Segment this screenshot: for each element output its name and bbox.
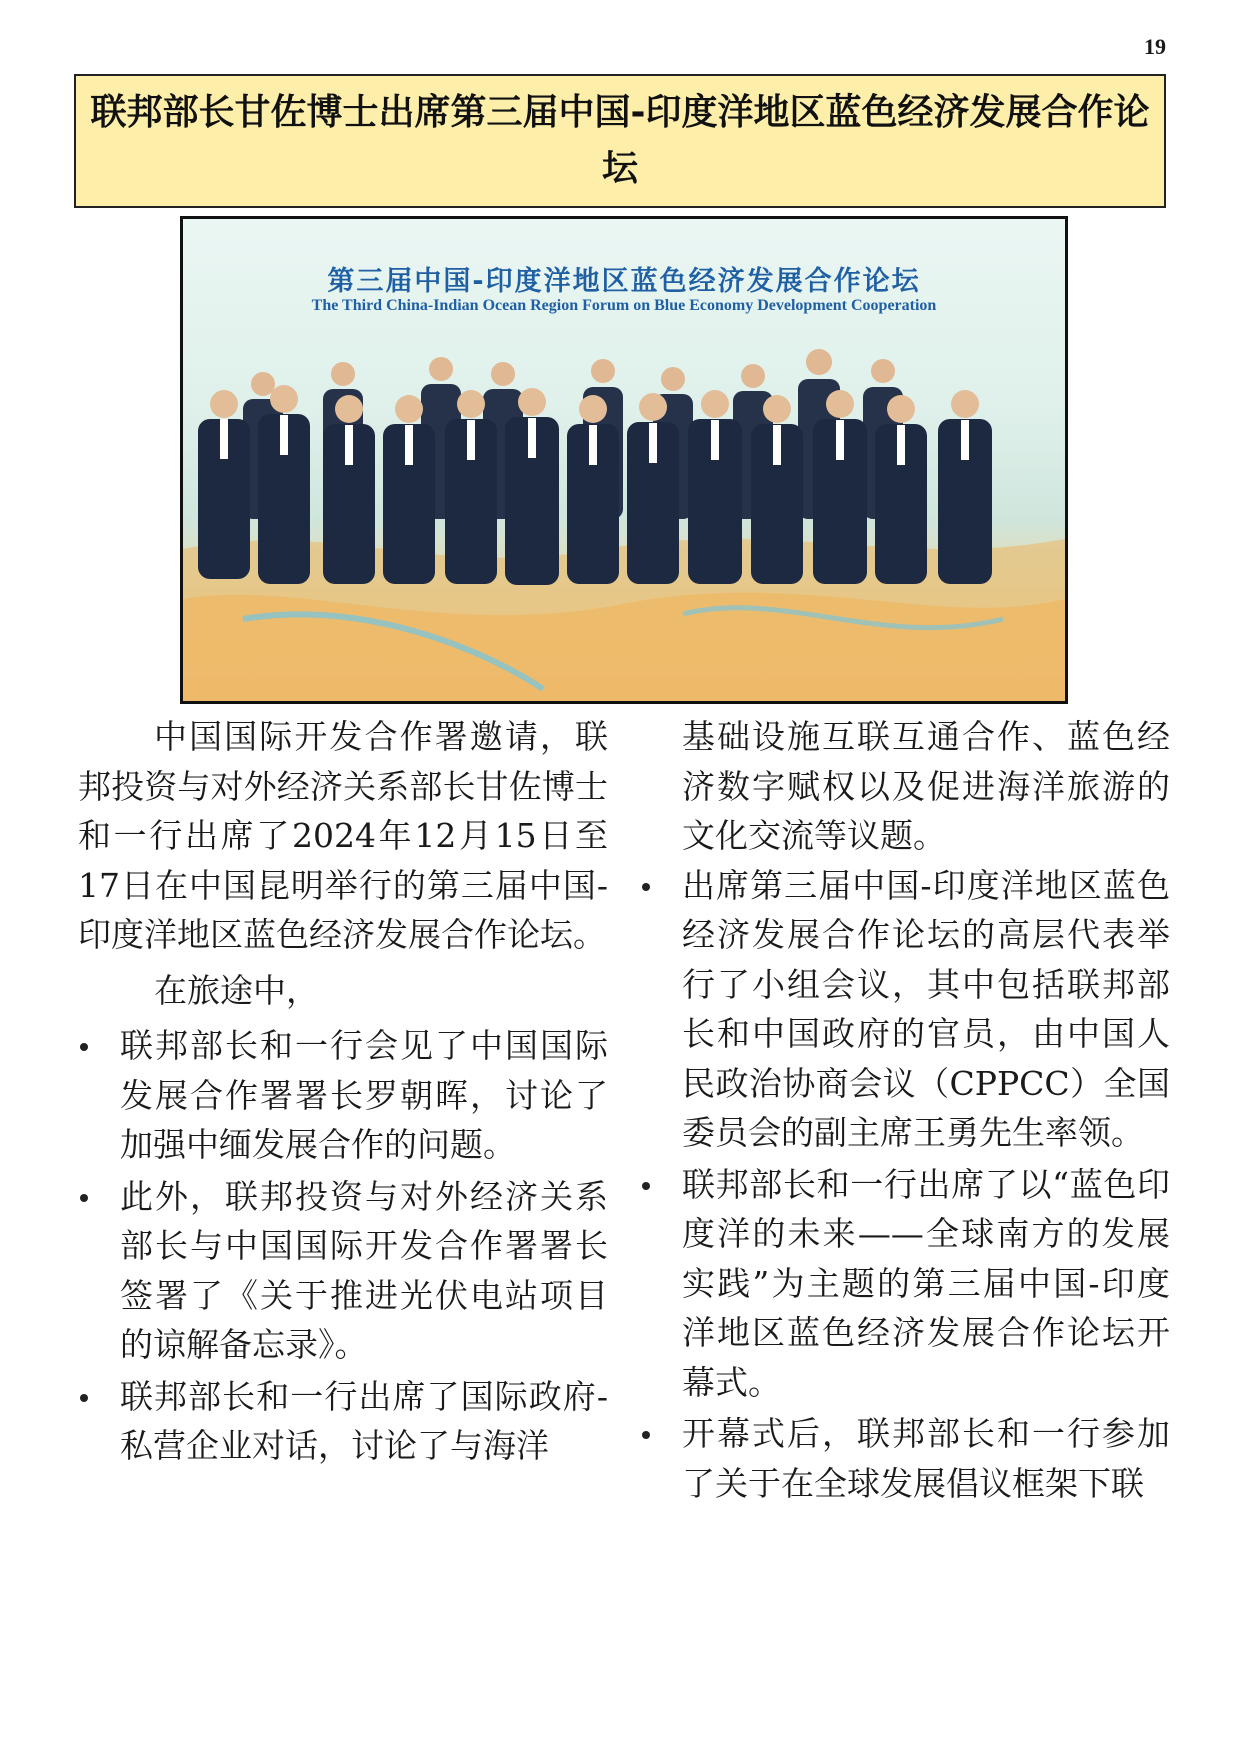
list-item-text: 联邦部长和一行出席了以“蓝色印度洋的未来——全球南方的发展实践”为主题的第三届中国-印度洋地区蓝色经济发展合作论坛开幕式。: [682, 1164, 1170, 1402]
list-item-text: 联邦部长和一行会见了中国国际发展合作署署长罗朝晖，讨论了加强中缅发展合作的问题。: [120, 1026, 608, 1164]
right-bullet-list: [640, 861, 1170, 1509]
list-item-text: 联邦部长和一行出席了国际政府-私营企业对话，讨论了与海洋: [120, 1376, 608, 1465]
list-item-text: 此外，联邦投资与对外经济关系部长与中国国际开发合作署署长签署了《关于推进光伏电站项目的谅解备忘录》。: [120, 1176, 608, 1364]
page-number: 19: [1144, 34, 1166, 59]
list-item: [640, 1409, 1170, 1508]
photo-banner-chinese: 第三届中国-印度洋地区蓝色经济发展合作论坛: [327, 266, 921, 297]
list-item: [78, 1372, 608, 1471]
right-column: [640, 712, 1170, 1510]
left-column: [78, 712, 608, 1473]
bullet-icon: [642, 1182, 650, 1190]
group-photo: [180, 216, 1068, 704]
list-item: [78, 1021, 608, 1170]
during-trip-label: 在旅途中，: [154, 970, 319, 1010]
list-item-text: 出席第三届中国-印度洋地区蓝色经济发展合作论坛的高层代表举行了小组会议，其中包括联邦部长和中国政府的官员，由中国人民政治协商会议（CPPCC）全国委员会的副主席王勇先生率领。: [682, 865, 1170, 1152]
bullet-icon: [80, 1043, 88, 1051]
bullet-icon: [80, 1194, 88, 1202]
intro-paragraph: 中国国际开发合作署邀请，联邦投资与对外经济关系部长甘佐博士和一行出席了2024年12月15日至17日在中国昆明举行的第三届中国-印度洋地区蓝色经济发展合作论坛。: [78, 717, 608, 954]
bullet-icon: [642, 883, 650, 891]
list-item: [78, 1172, 608, 1370]
list-item-text: 开幕式后，联邦部长和一行参加了关于在全球发展倡议框架下联: [682, 1414, 1170, 1503]
continued-text: 基础设施互联互通合作、蓝色经济数字赋权以及促进海洋旅游的文化交流等议题。: [682, 717, 1170, 855]
list-item: [640, 1160, 1170, 1408]
bullet-icon: [642, 1431, 650, 1439]
left-bullet-list: [78, 1021, 608, 1471]
photo-banner-english: The Third China-Indian Ocean Region Forum on Blue Economy Development Cooperation: [311, 297, 937, 314]
bullet-icon: [80, 1394, 88, 1402]
list-item: [640, 861, 1170, 1158]
page-title: 联邦部长甘佐博士出席第三届中国-印度洋地区蓝色经济发展合作论坛: [90, 92, 1150, 189]
title-box: [74, 74, 1166, 208]
